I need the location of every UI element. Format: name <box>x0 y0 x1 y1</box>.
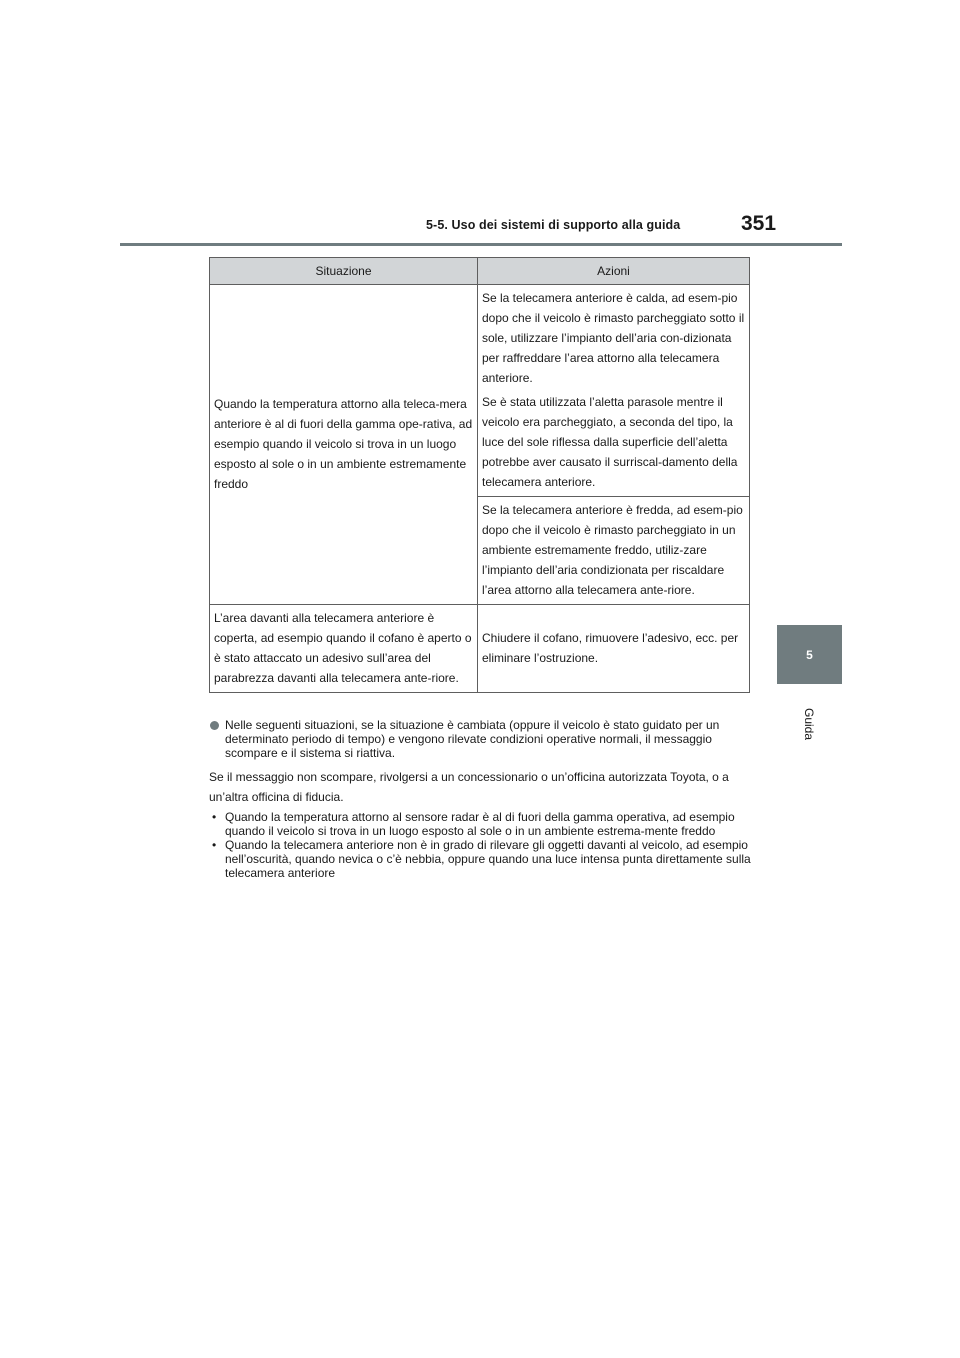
situations-table <box>209 257 750 693</box>
condition-list <box>209 810 751 880</box>
list-item-text: Quando la temperatura attorno al sensore radar è al di fuori della gamma operativa, ad esempio quando il veicolo si trova in un luogo esposto al sole o in un ambiente estrema-mente freddo <box>225 810 735 838</box>
chapter-label: Guida <box>802 708 816 741</box>
bullet-text: Nelle seguenti situazioni, se la situazione è cambiata (oppure il veicolo è stato guidato per un determinato periodo di tempo) e vengono rilevate condizioni operative normali, il messaggio scompare e il sistema si riattiva. <box>225 718 720 760</box>
table-row <box>210 285 750 497</box>
cell-text: Chiudere il cofano, rimuovere l’adesivo, ecc. per eliminare l’ostruzione. <box>482 631 739 665</box>
action-obstruction <box>478 605 750 693</box>
cell-text: Se la telecamera anteriore è calda, ad esem-pio dopo che il veicolo è rimasto parcheggiato sotto il sole, utilizzare l’impianto dell’aria con-dizionata per raffreddare l’area attorno alla telecamera anteriore. <box>482 291 745 385</box>
situation-obstruction <box>210 605 478 693</box>
circle-bullet-icon <box>210 721 219 730</box>
cell-text: Quando la temperatura attorno alla teleca-mera anteriore è al di fuori della gamma ope-rativa, ad esempio quando il veicolo si trova in un luogo esposto al sole o in un ambiente estremamente freddo <box>214 397 473 491</box>
chapter-number: 5 <box>806 647 813 662</box>
section-title: 5-5. Uso dei sistemi di supporto alla guida <box>426 218 681 232</box>
page-number: 351 <box>741 212 777 235</box>
list-item <box>209 838 751 880</box>
header-rule <box>120 243 842 246</box>
list-item-text: Quando la telecamera anteriore non è in grado di rilevare gli oggetti davanti al veicolo, ad esempio nell’oscurità, quando nevica o c’è nebbia, oppure quando una luce intensa punta direttamente sulla telecamera anteriore <box>225 838 751 880</box>
list-bullet-icon: • <box>212 838 217 852</box>
list-item <box>209 810 751 838</box>
notes-section <box>209 718 751 880</box>
bullet-note <box>209 718 751 760</box>
list-bullet-icon: • <box>212 810 217 824</box>
header-situazione: Situazione <box>210 258 478 285</box>
table-row <box>210 605 750 693</box>
header-azioni: Azioni <box>478 258 750 285</box>
chapter-tab <box>777 625 842 684</box>
situation-temperature <box>210 285 478 605</box>
cell-text: Se la telecamera anteriore è fredda, ad esem-pio dopo che il veicolo è rimasto parcheggiato in un ambiente estremamente freddo, utiliz-zare l’impianto dell’aria condizionata per riscaldare l’area attorno alla telecamera ante-riore. <box>482 503 743 597</box>
table-header-row <box>210 258 750 285</box>
cell-text: L’area davanti alla telecamera anteriore è coperta, ad esempio quando il cofano è aperto o è stato attaccato un adesivo sull’area del parabrezza davanti alla telecamera ante-riore. <box>214 611 472 685</box>
action-cold <box>478 497 750 605</box>
action-hot <box>478 285 750 497</box>
dealer-paragraph: Se il messaggio non scompare, rivolgersi a un concessionario o un’officina autorizzata Toyota, o a un’altra officina di fiducia. <box>209 770 729 804</box>
cell-text: Se è stata utilizzata l’aletta parasole mentre il veicolo era parcheggiato, a seconda del tipo, la luce del sole riflessa dalla superficie dell’aletta potrebbe aver causato il surriscal-damento della telecamera anteriore. <box>482 395 738 489</box>
